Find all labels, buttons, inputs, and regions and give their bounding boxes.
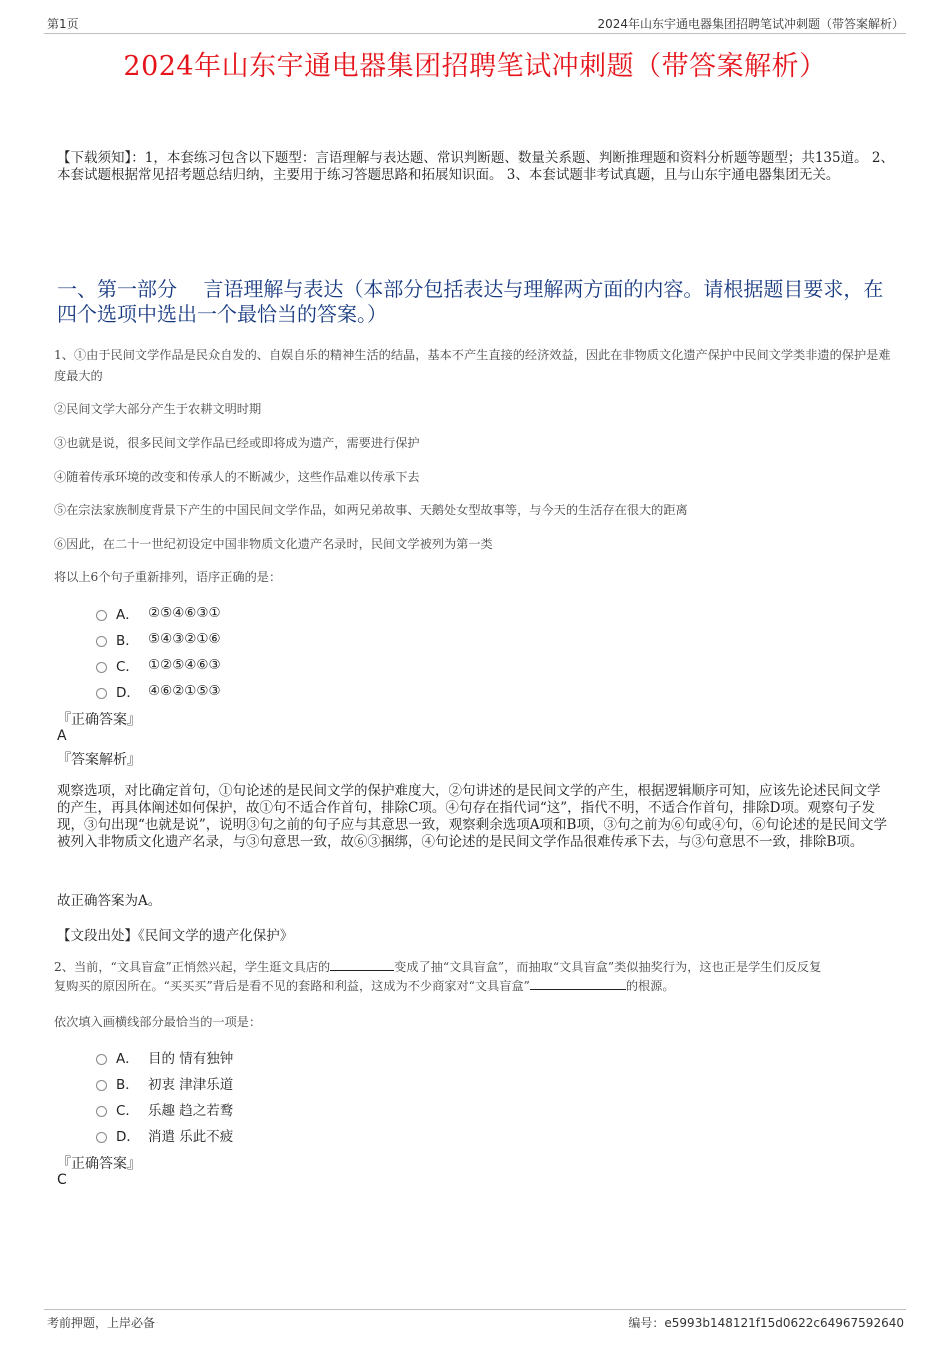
- radio-circle-icon[interactable]: [96, 1132, 107, 1143]
- radio-circle-icon[interactable]: [96, 1054, 107, 1065]
- q2-option-c[interactable]: C． 乐趣 趋之若鹜: [96, 1099, 233, 1119]
- footer-doc-id: 编号：e5993b148121f15d0622c64967592640: [628, 1316, 904, 1330]
- fill-blank-1[interactable]: [330, 960, 394, 971]
- q1-analysis: 观察选项，对比确定首句，①句论述的是民间文学的保护难度大，②句讲述的是民间文学的产生，根据逻辑顺序可知，应该先论述民间文学的产生，再具体阐述如何保护，故①句不适合作首句，排除C项。④句存在指代词“这”，指代不明，不适合作首句，排除D项。观察句子发现，③句出现“也就是说”，说明③句之前的句子应与其意思一致，观察剩余选项A项和B项，③句之前为⑥句或④句，⑥句论述的是民间文学被列入非物质文化遗产名录，与③句意思一致，故⑥③捆绑，④句论述的是民间文学作品很难传承下去，与③句意思不一致，排除B项。: [57, 783, 887, 850]
- q2-stem-line-2: 复购买的原因所在。“买买买”背后是看不见的套路和利益，这成为不少商家对“文具盲盒” 的根源。: [54, 979, 675, 993]
- radio-circle-icon[interactable]: [96, 610, 107, 621]
- radio-circle-icon[interactable]: [96, 1080, 107, 1091]
- radio-circle-icon[interactable]: [96, 1106, 107, 1117]
- section-heading: 一、第一部分 言语理解与表达（本部分包括表达与理解两方面的内容。请根据题目要求，在四个选项中选出一个最恰当的答案。）: [57, 277, 884, 326]
- radio-circle-icon[interactable]: [96, 662, 107, 673]
- q1-prompt: 将以上6个句子重新排列，语序正确的是：: [54, 570, 282, 584]
- q1-option-c[interactable]: C． ①②⑤④⑥③: [96, 655, 221, 675]
- footer-slogan: 考前押题，上岸必备: [47, 1316, 156, 1330]
- header-doc-title: 2024年山东宇通电器集团招聘笔试冲刺题（带答案解析）: [597, 17, 904, 31]
- q1-option-d[interactable]: D． ④⑥②①⑤③: [96, 681, 221, 701]
- q1-option-b[interactable]: B． ⑤④③②①⑥: [96, 629, 221, 649]
- q1-analysis-label: 『答案解析』: [57, 752, 141, 768]
- page-number: 第1页: [47, 17, 79, 31]
- q1-source: 【文段出处】《民间文学的遗产化保护》: [57, 928, 294, 944]
- q2-stem-line-1: 2、当前，“文具盲盒”正悄然兴起，学生逛文具店的 变成了抽“文具盲盒”，而抽取“文具盲盒”类似抽奖行为，这也正是学生们反反复: [54, 960, 822, 974]
- document-title: 2024年山东宇通电器集团招聘笔试冲刺题（带答案解析）: [123, 51, 827, 82]
- q2-answer-label: 『正确答案』: [57, 1156, 141, 1172]
- q2-option-a[interactable]: A． 目的 情有独钟: [96, 1047, 233, 1067]
- q1-answer: A: [57, 728, 67, 744]
- header-divider: [44, 33, 906, 34]
- q2-answer: C: [57, 1172, 67, 1188]
- q1-sentence-1: 1、①由于民间文学作品是民众自发的、自娱自乐的精神生活的结晶，基本不产生直接的经济效益，因此在非物质文化遗产保护中民间文学类非遗的保护是难度最大的: [54, 348, 891, 383]
- q1-answer-label: 『正确答案』: [57, 712, 141, 728]
- q1-sentence-5: ⑤在宗法家族制度背景下产生的中国民间文学作品，如两兄弟故事、天鹅处女型故事等，与今天的生活存在很大的距离: [54, 503, 688, 517]
- q1-conclusion: 故正确答案为A。: [57, 893, 162, 909]
- q2-option-d[interactable]: D． 消遣 乐此不疲: [96, 1125, 233, 1145]
- q1-sentence-3: ③也就是说，很多民间文学作品已经或即将成为遗产，需要进行保护: [54, 436, 420, 450]
- q1-sentence-2: ②民间文学大部分产生于农耕文明时期: [54, 402, 262, 416]
- radio-circle-icon[interactable]: [96, 688, 107, 699]
- fill-blank-2[interactable]: [530, 979, 626, 990]
- download-notice: 【下载须知】：1，本套练习包含以下题型：言语理解与表达题、常识判断题、数量关系题、判断推理题和资料分析题等题型；共135道。 2、本套试题根据常见招考题总结归纳，主要用于练习答题思路和拓展知识面。 3、本套试题非考试真题，且与山东宇通电器集团无关。: [57, 150, 894, 183]
- q1-sentence-6: ⑥因此，在二十一世纪初设定中国非物质文化遗产名录时，民间文学被列为第一类: [54, 537, 493, 551]
- footer-divider: [44, 1309, 906, 1310]
- q2-prompt: 依次填入画横线部分最恰当的一项是：: [54, 1015, 262, 1029]
- radio-circle-icon[interactable]: [96, 636, 107, 647]
- q1-sentence-4: ④随着传承环境的改变和传承人的不断减少，这些作品难以传承下去: [54, 470, 420, 484]
- q1-option-a[interactable]: A． ②⑤④⑥③①: [96, 603, 221, 623]
- q2-option-b[interactable]: B． 初衷 津津乐道: [96, 1073, 233, 1093]
